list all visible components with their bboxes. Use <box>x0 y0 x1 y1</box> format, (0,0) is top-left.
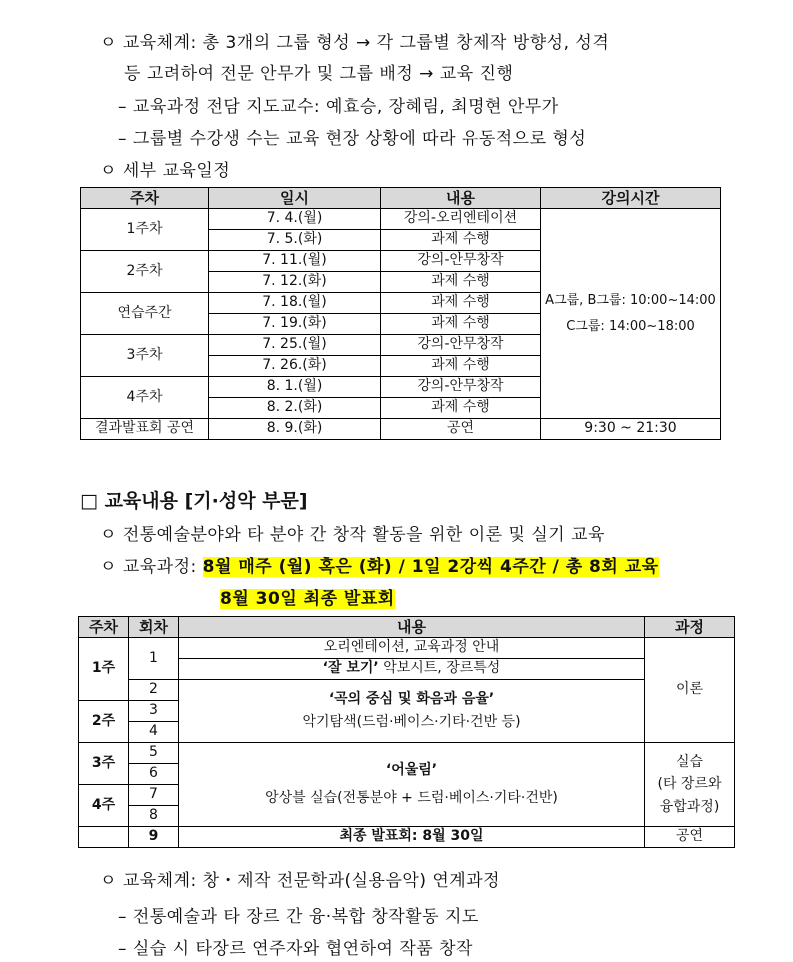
time-cell <box>541 209 721 419</box>
content-cell: 강의-오리엔테이션 <box>381 209 541 230</box>
content-cell: 강의-안무창작 <box>381 335 541 356</box>
week-cell: 3주차 <box>81 335 209 377</box>
date-cell: 7. 5.(화) <box>209 230 381 251</box>
session-cell: 2 <box>129 680 179 701</box>
week-cell: 4주차 <box>81 377 209 419</box>
date-cell: 7. 26.(화) <box>209 356 381 377</box>
session-cell: 1 <box>129 638 179 680</box>
schedule-table <box>80 187 721 440</box>
header-content: 내용 <box>179 617 645 638</box>
week-cell: 4주 <box>79 785 129 827</box>
date-cell: 7. 12.(화) <box>209 272 381 293</box>
content-cell: 강의-안무창작 <box>381 377 541 398</box>
final-show-line <box>220 584 395 609</box>
course-cell: 이론 <box>645 638 735 743</box>
table-row <box>79 638 735 659</box>
date-cell: 7. 18.(월) <box>209 293 381 314</box>
curriculum-label: ㅇ 교육과정: <box>100 557 203 577</box>
week-cell: 연습주간 <box>81 293 209 335</box>
time-final-cell: 9:30 ~ 21:30 <box>541 419 721 440</box>
time-ab: A그룹, B그룹: 10:00~14:00 <box>545 292 716 308</box>
session-cell: 7 <box>129 785 179 806</box>
course-cell: 공연 <box>645 827 735 848</box>
content-cell: 최종 발표회: 8월 30일 <box>179 827 645 848</box>
content-cell <box>179 743 645 827</box>
date-cell: 7. 4.(월) <box>209 209 381 230</box>
curriculum-table <box>78 616 735 848</box>
schedule-heading: ㅇ 세부 교육일정 <box>100 161 231 181</box>
content-cell: 과제 수행 <box>381 314 541 335</box>
header-week: 주차 <box>81 188 209 209</box>
session-cell: 6 <box>129 764 179 785</box>
date-cell: 7. 25.(월) <box>209 335 381 356</box>
content-cell: 강의-안무창작 <box>381 251 541 272</box>
content-cell: 과제 수행 <box>381 272 541 293</box>
date-cell: 7. 11.(월) <box>209 251 381 272</box>
footer-system-line: ㅇ 교육체계: 창・제작 전문학과(실용음악) 연계과정 <box>100 871 501 891</box>
content-title: ‘어울림’ <box>385 762 438 779</box>
final-show-highlight: 8월 30일 최종 발표회 <box>220 589 395 609</box>
course-cell <box>645 743 735 827</box>
table-row <box>79 680 735 701</box>
table-row <box>79 827 735 848</box>
section-title: □ 교육내용 [기·성악 부문] <box>80 490 308 512</box>
course-line: 융합과정) <box>659 798 720 815</box>
week-cell: 3주 <box>79 743 129 785</box>
week-cell: 결과발표회 공연 <box>81 419 209 440</box>
content-cell <box>179 680 645 743</box>
footer-guidance-line: – 전통예술과 타 장르 간 융·복합 창작활동 지도 <box>118 907 479 927</box>
header-course: 과정 <box>645 617 735 638</box>
session-cell: 8 <box>129 806 179 827</box>
table-row <box>79 743 735 764</box>
date-cell: 7. 19.(화) <box>209 314 381 335</box>
week-cell: 2주차 <box>81 251 209 293</box>
table-header-row <box>81 188 721 209</box>
instructors-line: – 교육과정 전담 지도교수: 예효승, 장혜림, 최명현 안무가 <box>118 97 559 117</box>
curriculum-line <box>100 552 659 577</box>
course-line: (타 장르와 <box>657 776 722 793</box>
content-cell: 과제 수행 <box>381 356 541 377</box>
system-line: ㅇ 교육체계: 총 3개의 그룹 형성 → 각 그룹별 창제작 방향성, 성격 <box>100 33 610 53</box>
session-cell: 4 <box>129 722 179 743</box>
date-cell: 8. 9.(화) <box>209 419 381 440</box>
content-rest: 악보시트, 장르특성 <box>378 660 501 677</box>
content-bold: ‘잘 보기’ <box>322 660 379 677</box>
week-cell: 2주 <box>79 701 129 743</box>
header-date: 일시 <box>209 188 381 209</box>
content-cell: 과제 수행 <box>381 293 541 314</box>
date-cell: 8. 2.(화) <box>209 398 381 419</box>
header-session: 회차 <box>129 617 179 638</box>
session-cell: 3 <box>129 701 179 722</box>
content-cell: 공연 <box>381 419 541 440</box>
week-cell: 1주 <box>79 638 129 701</box>
date-cell: 8. 1.(월) <box>209 377 381 398</box>
table-header-row <box>79 617 735 638</box>
content-title: ‘곡의 중심 및 화음과 음율’ <box>328 690 495 707</box>
table-row <box>81 209 721 230</box>
content-desc: 악기탐색(드럼·베이스·기타·건반 등) <box>302 714 521 730</box>
system-line-cont: 등 고려하여 전문 안무가 및 그룹 배정 → 교육 진행 <box>124 64 514 84</box>
time-c: C그룹: 14:00~18:00 <box>566 318 695 334</box>
table-row <box>81 419 721 440</box>
week-cell: 1주차 <box>81 209 209 251</box>
header-week: 주차 <box>79 617 129 638</box>
content-cell: 오리엔테이션, 교육과정 안내 <box>179 638 645 659</box>
content-desc: 앙상블 실습(전통분야 + 드럼·베이스·기타·건반) <box>265 789 558 806</box>
course-line: 실습 <box>675 753 704 770</box>
content-intro-line: ㅇ 전통예술분야와 타 분야 간 창작 활동을 위한 이론 및 실기 교육 <box>100 525 605 545</box>
content-cell: 과제 수행 <box>381 398 541 419</box>
footer-practice-line: – 실습 시 타장르 연주자와 협연하여 작품 창작 <box>118 939 473 959</box>
session-cell: 9 <box>129 827 179 848</box>
curriculum-highlight: 8월 매주 (월) 혹은 (화) / 1일 2강씩 4주간 / 총 8회 교육 <box>202 557 659 577</box>
session-cell: 5 <box>129 743 179 764</box>
header-time: 강의시간 <box>541 188 721 209</box>
header-content: 내용 <box>381 188 541 209</box>
content-cell: 과제 수행 <box>381 230 541 251</box>
group-size-line: – 그룹별 수강생 수는 교육 현장 상황에 따라 유동적으로 형성 <box>118 129 587 149</box>
week-cell <box>79 827 129 848</box>
content-cell <box>179 659 645 680</box>
